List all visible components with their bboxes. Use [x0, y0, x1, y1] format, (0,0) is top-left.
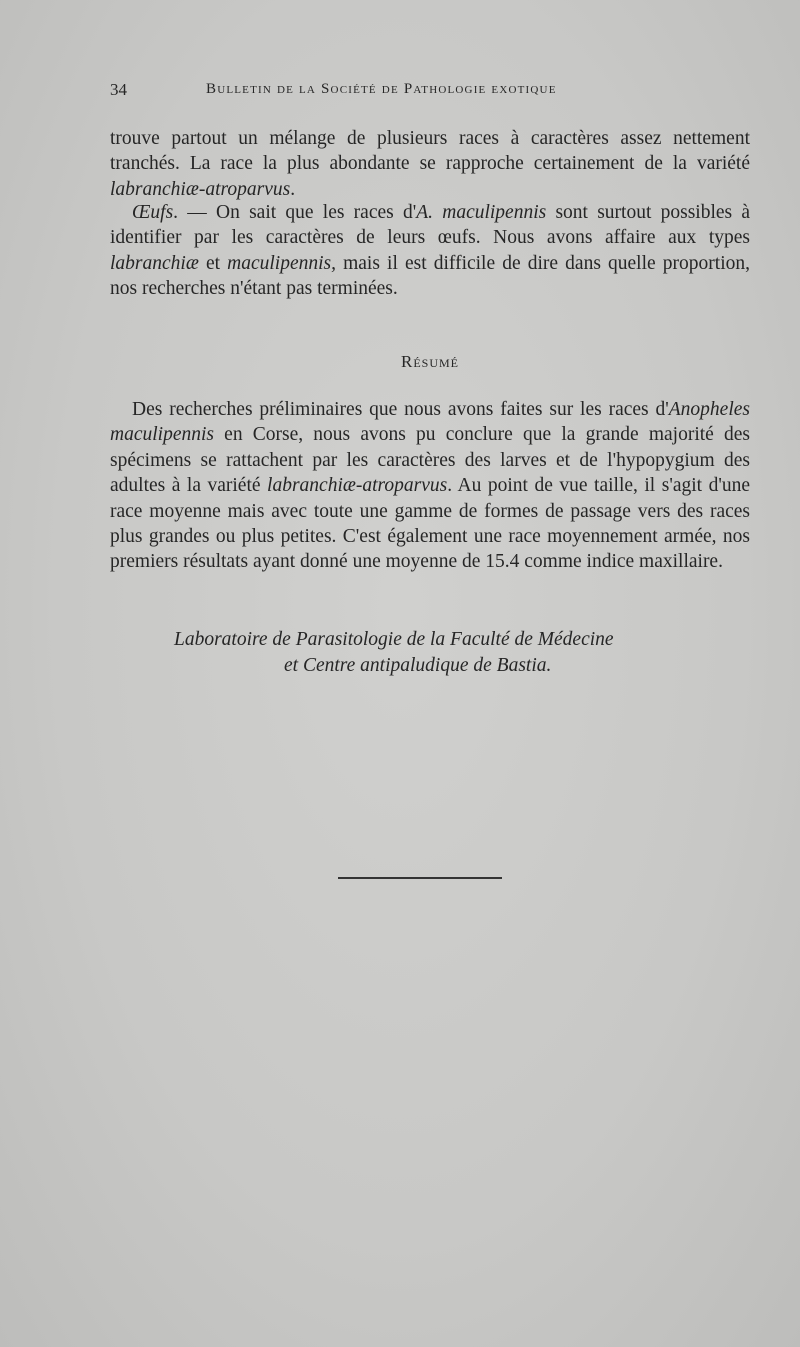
paragraph-text: Des recherches préliminaires que nous avons faites sur les races d'	[132, 399, 669, 420]
species-name: Anopheles maculipennis	[110, 399, 750, 446]
paragraph-continuation	[110, 126, 750, 202]
species-name: A. maculipennis	[416, 202, 547, 223]
page-number: 34	[110, 80, 127, 99]
paragraph-text: mais il est difficile de dire dans quelle proportion, nos recherches n'étant pas terminées.	[110, 252, 750, 300]
summary-paragraph	[110, 397, 750, 575]
paragraph-text: en Corse, nous avons pu conclure que la grande majorité des spécimens se rattachent par les caractères des larves et de l'hypopygium des adultes à la variété	[110, 424, 750, 497]
running-head: Bulletin de la Société de Pathologie exotique	[206, 81, 557, 97]
paragraph-end: .	[290, 178, 296, 200]
affiliation-line-1: Laboratoire de Parasitologie de la Faculté de Médecine	[174, 629, 614, 650]
variety-name: labranchiæ-atroparvus	[267, 475, 448, 497]
section-heading: Résumé	[400, 352, 459, 371]
end-rule	[338, 877, 502, 879]
paragraph-eggs	[110, 200, 750, 302]
paragraph-lead: Œufs	[132, 202, 174, 223]
paragraph-text: . Au point de vue taille, il s'agit d'une race moyenne mais avec toute une gamme de formes de passage vers des races plus grandes ou plus petites. C'est également une race moyennement armée, nos premiers résultats ayant donné une moyenne de 15.4 comme indice maxillaire.	[110, 475, 750, 573]
paragraph-text: trouve partout un mélange de plusieurs races à caractères assez nettement tranchés. La race la plus abondante se rapproche certainement de la variété	[110, 128, 750, 175]
paragraph-text: sont surtout possibles à identifier par les caractères de leurs œufs. Nous avons affaire aux types	[110, 202, 750, 249]
paragraph-text: et	[198, 252, 228, 274]
variety-name: labranchiæ-atroparvus	[110, 178, 291, 200]
paragraph-text: . — On sait que les races d'	[173, 202, 417, 223]
type-name: labranchiæ	[110, 252, 199, 274]
page-header	[110, 80, 750, 104]
type-name: maculipennis,	[227, 252, 336, 274]
affiliation-line-2: et Centre antipaludique de Bastia.	[284, 655, 552, 676]
